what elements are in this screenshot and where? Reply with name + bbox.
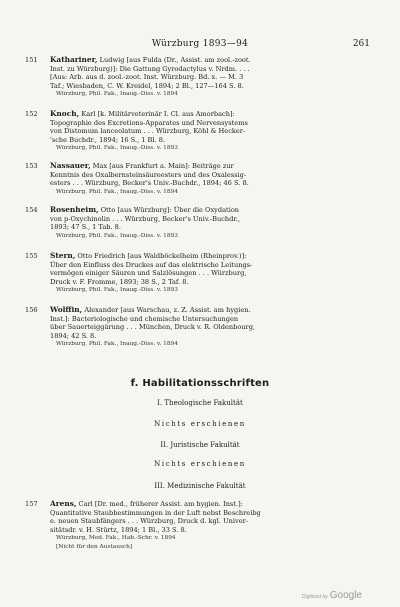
entry-line: [Aus: Arb. aus d. zool.-zoot. Inst. Würzburg. Bd. x. — M. 3 <box>50 73 244 82</box>
entry-text: Alexander [aus Warschau, z. Z. Assist. am hygien. <box>82 306 251 314</box>
entry-154 <box>25 206 370 240</box>
entry-note: Würzburg, Phil. Fak., Inaug.-Diss. v. 1893 <box>56 287 178 294</box>
nothing-published: Nichts erschienen <box>154 420 246 428</box>
faculty-heading-theology: I. Theologische Fakultät <box>157 399 243 407</box>
google-logo: Google <box>329 590 362 601</box>
running-header <box>30 39 370 51</box>
entry-line: vermögen einiger Säuren und Salzlösungen . . . Würzburg, <box>50 269 247 278</box>
entry-note: Würzburg, Phil. Fak., Inaug.-Diss. v. 1894 <box>56 341 178 348</box>
entry-line: von Distomum lanceolatum . . . Würzburg, Köhl & Hecker- <box>50 127 246 136</box>
page-number: 261 <box>352 39 370 49</box>
entry-number: 153 <box>25 162 38 170</box>
entry-number: 155 <box>25 252 38 260</box>
entry-note: Würzburg, Phil. Fak., Inaug.-Diss. v. 1893 <box>56 232 178 239</box>
faculty-heading-medicine: III. Medizinische Fakultät <box>154 482 246 490</box>
entry-line: von p-Oxychinolin . . . Würzburg, Becker's Univ.-Buchdr., <box>50 214 240 223</box>
entry-line <box>50 56 370 65</box>
entry-line <box>50 162 370 171</box>
entry-text: Otto [aus Würzburg]: Über die Oxydation <box>98 206 240 214</box>
entry-line: Topographie des Excretions-Apparates und Nervensystems <box>50 118 248 127</box>
entry-line: über Sauerteiggärung . . . München, Druck v. R. Oldenbourg, <box>50 323 256 332</box>
entry-153 <box>25 162 370 196</box>
author-name: Wolffin, <box>50 306 83 314</box>
author-name: Arens, <box>50 500 77 508</box>
entry-line <box>50 306 370 315</box>
entry-text: Karl [k. Militärveterinär I. Cl. aus Amorbach]: <box>79 110 235 118</box>
author-name: Nassauer, <box>50 162 91 170</box>
entry-157 <box>25 500 370 552</box>
digitized-by-text: Digitized by <box>301 594 328 600</box>
entry-line <box>50 110 370 119</box>
entry-line <box>50 206 370 215</box>
author-name: Stern, <box>50 252 76 260</box>
faculty-heading-law: II. Juristische Fakultät <box>160 441 240 449</box>
entry-note: [Nicht für den Austausch] <box>56 543 133 550</box>
entry-155 <box>25 252 370 295</box>
entry-line: Kenntnis des Oxalbernsteinsäureesters und des Oxalessig- <box>50 170 247 179</box>
entry-note: Würzburg, Med. Fak., Hab.-Schr. v. 1894 <box>56 535 176 542</box>
entry-text: Ludwig [aus Fulda (Dr., Assist. am zool.-zoot. <box>97 56 251 64</box>
entry-text: Carl [Dr. med., früherer Assist. am hygien. Inst.]: <box>76 500 243 508</box>
entry-line: Inst.]: Bacteriologische und chemische Untersuchungen <box>50 314 239 323</box>
entry-line: 1893; 47 S., 1 Tab. 8. <box>50 223 121 232</box>
entry-line: Über den Einfluss des Druckes auf das elektrische Leitungs- <box>50 260 253 269</box>
running-title: Würzburg 1893—94 <box>151 39 249 49</box>
entry-line: 'sche Buchdr., 1894; 16 S., 1 Bl. 8. <box>50 135 165 144</box>
author-name: Kathariner, <box>50 56 98 64</box>
entry-text: Max [aus Frankfurt a. Main]: Beiträge zur <box>90 162 234 170</box>
author-name: Knoch, <box>50 110 80 118</box>
entry-line: Inst. zu Würzburg)]: Die Gattung Gyrodactylus v. Nrdm. . . . <box>50 64 250 73</box>
entry-152 <box>25 110 370 153</box>
entry-line: Quantitative Staubbestimmungen in der Luft nebst Beschreibg <box>50 508 261 517</box>
entry-number: 152 <box>25 110 38 118</box>
entry-number: 151 <box>25 56 38 64</box>
digitized-watermark <box>302 585 362 603</box>
entry-note: Würzburg, Phil. Fak., Inaug.-Diss. v. 1894 <box>56 188 178 195</box>
nothing-published: Nichts erschienen <box>154 460 246 468</box>
entry-line: e. neuen Staubfängers . . . Würzburg, Druck d. kgl. Univer- <box>50 517 248 526</box>
entry-line: 1894; 42 S. 8. <box>50 331 97 340</box>
entry-line <box>50 500 370 509</box>
section-title: f. Habilitationsschriften <box>130 378 270 389</box>
entry-line: Taf.; Wiesbaden, C. W. Kreidel, 1894; 2 Bl., 127—164 S. 8. <box>50 81 244 90</box>
entry-note: Würzburg, Phil. Fak., Inaug.-Diss. v. 1894 <box>56 91 178 98</box>
entry-156 <box>25 306 370 349</box>
entry-151 <box>25 56 370 99</box>
entry-number: 157 <box>25 500 38 508</box>
entry-line: esters . . . Würzburg, Becker's Univ.-Buchdr., 1894; 46 S. 8. <box>50 179 249 188</box>
entry-text: Otto Friedrich [aus Waldböckelheim (Rheinprov.)]: <box>75 252 247 260</box>
entry-line: sitätsdr. v. H. Stürtz, 1894; 1 Bl., 33 S. 8. <box>50 525 187 534</box>
entry-number: 154 <box>25 206 38 214</box>
author-name: Rosenheim, <box>50 206 99 214</box>
entry-line: Druck v. F. Fromme, 1893; 38 S., 2 Taf. 8. <box>50 277 189 286</box>
entry-line <box>50 252 370 261</box>
entry-number: 156 <box>25 306 38 314</box>
entry-note: Würzburg, Phil. Fak., Inaug.-Diss. v. 1893 <box>56 145 178 152</box>
